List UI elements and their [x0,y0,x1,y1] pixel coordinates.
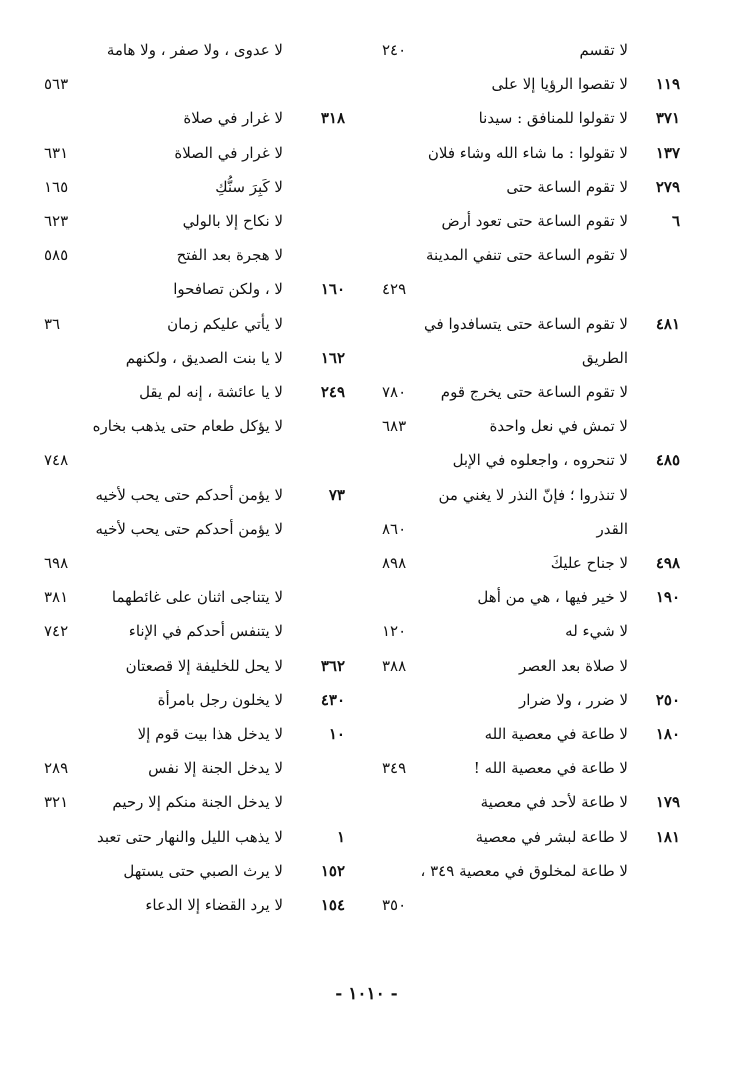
entry-text: لا نكاح إلا بالولي [182,212,283,230]
index-entry [40,170,345,204]
index-entry [40,614,345,648]
entry-text: الطريق [581,348,628,367]
index-entry [40,136,345,170]
entry-number: ٤٩٨ [655,554,680,572]
entry-number: ٣٧١ [655,109,680,128]
index-entry [378,751,680,785]
index-entry [378,238,680,272]
index-entry [378,341,680,375]
index-entry [40,272,345,306]
entry-text: لا ضرر ، ولا ضرار [519,690,628,709]
entry-page-ref: ٢٤٠ [382,41,407,59]
entry-text: لا طاعة لأحد في معصية [480,793,628,812]
index-entry [378,546,680,580]
entry-page-ref: ٨٩٨ [382,554,407,572]
index-entry [378,854,680,888]
entry-text: لا طاعة لبشر في معصية [475,827,628,846]
entry-page-ref: ٣٨١ [44,588,69,607]
entry-text: لا يحل للخليفة إلا قصعتان [125,656,283,675]
entry-number: ١٦٠ [320,280,345,299]
entry-page-ref: ٦٣١ [44,143,69,162]
entry-number: ٧٣ [328,485,345,504]
entry-text: لا تنذروا ؛ فإنّ النذر لا يغني من [438,485,628,504]
index-entry [40,580,345,614]
index-entry [40,341,345,375]
entry-number: ٢٤٩ [320,383,345,401]
entry-text: لا طاعة لمخلوق في معصية ٣٤٩ ، [420,861,628,880]
entry-page-ref: ٨٦٠ [382,519,407,538]
entry-text: لا تقوم الساعة حتى [506,177,628,196]
entry-page-ref: ٣٢١ [44,793,69,812]
entry-text: لا صلاة بعد العصر [519,656,628,675]
entry-page-ref: ١٢٠ [382,622,407,641]
entry-page-ref: ٦٢٣ [44,212,69,230]
index-entry [378,717,680,751]
entry-text: لا يؤمن أحدكم حتى يحب لأخيه [95,519,283,538]
index-entry [40,204,345,238]
index-entry [378,888,680,922]
entry-number: ١٥٤ [320,896,345,914]
entry-number: ٢٥٠ [655,690,680,709]
entry-number: ١٦٢ [320,348,345,367]
entry-text: لا غرار في الصلاة [174,143,283,162]
index-entry [378,101,680,135]
index-entry [40,649,345,683]
entry-number: ١٧٩ [655,793,680,812]
index-entry [378,820,680,854]
index-entry [40,67,345,101]
entry-text: لا يذهب الليل والنهار حتى تعبد [96,827,283,846]
entry-text: لا تنحروه ، واجعلوه في الإبل [452,451,628,470]
index-entry [40,512,345,546]
index-entry [378,614,680,648]
index-entry [40,478,345,512]
index-entry [378,307,680,341]
entry-text: لا جناح عليكَ [550,554,628,572]
entry-number: ٤٣٠ [320,690,345,709]
entry-page-ref: ٣٥٠ [382,896,407,914]
entry-text: لا طاعة في معصية الله [484,725,628,743]
entry-text: لا عدوى ، ولا صفر ، ولا هامة [106,41,283,59]
index-entry [378,478,680,512]
index-entry [40,238,345,272]
entry-text: لا تقصوا الرؤيا إلا على [491,75,628,94]
entry-number: ٣٦٢ [320,656,345,675]
index-entry [378,683,680,717]
index-entry [378,785,680,819]
entry-text: لا يتنفس أحدكم في الإناء [128,622,283,641]
entry-text: لا تقسم [579,41,628,59]
index-entry [40,820,345,854]
entry-text: لا يؤكل طعام حتى يذهب بخاره [92,417,283,436]
entry-text: لا خير فيها ، هي من أهل [477,588,628,607]
index-entry [378,443,680,477]
entry-number: ١ [336,827,345,846]
index-entry [378,409,680,443]
entry-number: ٢٧٩ [655,177,680,196]
entry-text: لا غرار في صلاة [183,109,283,128]
entry-text: لا يا عائشة ، إنه لم يقل [139,383,283,401]
entry-text: لا تقولوا : ما شاء الله وشاء فلان [427,143,628,162]
entry-text: لا تقوم الساعة حتى تعود أرض [441,212,628,230]
index-entry [40,307,345,341]
entry-page-ref: ١٦٥ [44,177,69,196]
index-entry [40,443,345,477]
entry-text: لا تقولوا للمنافق : سيدنا [478,109,628,128]
entry-number: ١٩٠ [655,588,680,607]
index-entry [40,683,345,717]
entry-page-ref: ٧٤٢ [44,622,69,641]
entry-page-ref: ٤٢٩ [382,280,407,299]
entry-number: ٤٨١ [655,314,680,333]
entry-text: لا يخلون رجل بامرأة [157,690,283,709]
entry-page-ref: ٥٨٥ [44,246,69,265]
index-entry [40,101,345,135]
entry-page-ref: ٧٨٠ [382,383,407,401]
entry-text: لا يرث الصبي حتى يستهل [123,861,283,880]
page-number-footer: - ١٠١٠ - [335,984,398,1004]
index-entry [40,888,345,922]
index-entry [378,649,680,683]
entry-text: القدر [596,519,628,538]
index-entry [40,546,345,580]
index-entry [378,136,680,170]
entry-text: لا تمش في نعل واحدة [489,417,628,436]
index-entry [40,785,345,819]
entry-page-ref: ٦٨٣ [382,417,407,436]
entry-text: لا طاعة في معصية الله ! [473,759,628,778]
entry-number: ٣١٨ [320,109,345,128]
entry-text: لا تقوم الساعة حتى يتسافدوا في [424,314,628,333]
entry-number: ١٨٠ [655,725,680,743]
entry-page-ref: ٣٤٩ [382,759,407,778]
index-entry [378,272,680,306]
entry-text: لا هجرة بعد الفتح [176,246,283,265]
index-entry [40,854,345,888]
entry-text: لا تقوم الساعة حتى يخرج قوم [440,383,628,401]
entry-text: لا شيء له [565,622,628,641]
entry-page-ref: ٣٨٨ [382,656,407,675]
entry-number: ١٥٢ [320,861,345,880]
entry-page-ref: ٧٤٨ [44,451,69,470]
entry-text: لا كَبِرَ سنُّكِ [215,177,283,196]
index-entry [378,580,680,614]
entry-number: ١٨١ [655,827,680,846]
index-entry [40,717,345,751]
entry-text: لا يدخل الجنة إلا نفس [148,759,283,778]
entry-text: لا ، ولكن تصافحوا [173,280,283,299]
entry-number: ١٠ [328,725,345,743]
entry-number: ١١٩ [655,75,680,94]
entry-page-ref: ٢٨٩ [44,759,69,778]
entry-number: ١٣٧ [655,143,680,162]
entry-text: لا يأتي عليكم زمان [167,314,283,333]
entry-page-ref: ٥٦٣ [44,75,69,94]
index-entry [378,67,680,101]
index-entry [378,170,680,204]
entry-text: لا تقوم الساعة حتى تنفي المدينة [426,246,628,265]
entry-text: لا يؤمن أحدكم حتى يحب لأخيه [95,485,283,504]
entry-text: لا يدخل الجنة منكم إلا رحيم [112,793,283,812]
entry-text: لا يا بنت الصديق ، ولكنهم [125,348,283,367]
entry-number: ٤٨٥ [655,451,680,470]
index-entry [40,751,345,785]
index-entry [378,512,680,546]
index-entry [40,33,345,67]
index-entry [378,33,680,67]
entry-text: لا يرد القضاء إلا الدعاء [145,896,283,914]
entry-text: لا يتناجى اثنان على غائطهما [111,588,283,607]
index-entry [40,409,345,443]
index-entry [378,375,680,409]
entry-page-ref: ٣٦ [44,314,61,333]
entry-page-ref: ٦٩٨ [44,554,69,572]
entry-number: ٦ [671,212,680,230]
entry-text: لا يدخل هذا بيت قوم إلا [137,725,283,743]
index-entry [378,204,680,238]
index-entry [40,375,345,409]
